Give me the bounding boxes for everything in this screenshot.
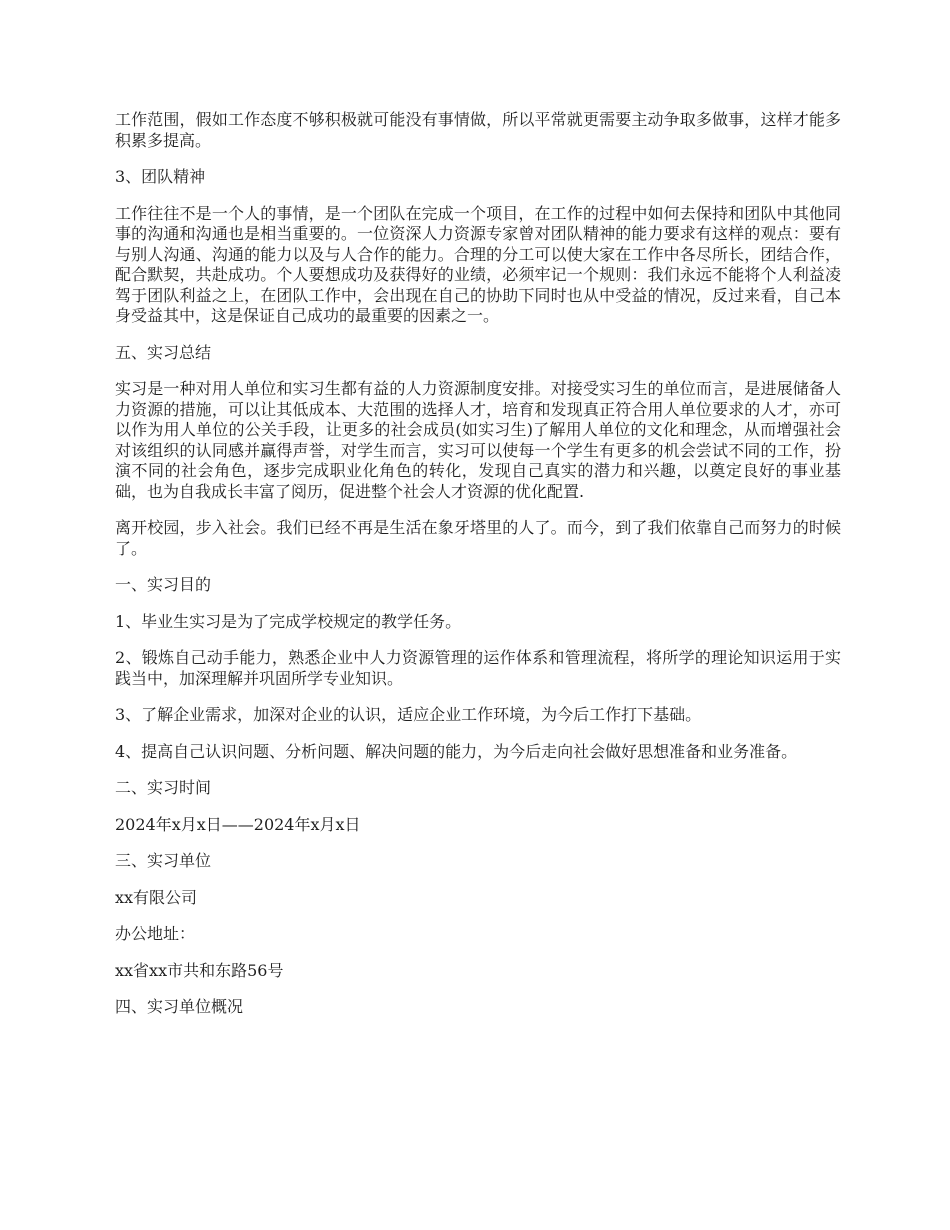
heading-unit-overview: 四、实习单位概况 bbox=[115, 997, 244, 1016]
purpose-item-1: 1、毕业生实习是为了完成学校规定的教学任务。 bbox=[115, 611, 462, 631]
purpose-item-2: 2、锻炼自己动手能力，熟悉企业中人力资源管理的运作体系和管理流程，将所学的理论知识运用于实践当中，加深理解并巩固所学专业知识。 bbox=[115, 648, 841, 688]
heading-internship-unit: 三、实习单位 bbox=[115, 851, 212, 870]
internship-time-range: 2024年x月x日——2024年x月x日 bbox=[115, 814, 361, 834]
company-name: xx有限公司 bbox=[115, 887, 198, 907]
office-address-label: 办公地址： bbox=[115, 924, 196, 943]
purpose-item-4: 4、提高自己认识问题、分析问题、解决问题的能力，为今后走向社会做好思想准备和业务准备。 bbox=[115, 741, 798, 761]
heading-team-spirit: 3、团队精神 bbox=[115, 167, 206, 186]
paragraph-leaving-campus: 离开校园，步入社会。我们已经不再是生活在象牙塔里的人了。而今，到了我们依靠自己而努力的时候了。 bbox=[115, 518, 841, 558]
office-address: xx省xx市共和东路56号 bbox=[115, 960, 284, 980]
paragraph-internship-summary: 实习是一种对用人单位和实习生都有益的人力资源制度安排。对接受实习生的单位而言，是进展储备人力资源的措施，可以让其低成本、大范围的选择人才，培育和发现真正符合用人单位要求的人才，亦可以作为用人单位的公关手段，让更多的社会成员(如实习生)了解用人单位的文化和理念，从而增强社会对该组织的认同感并赢得声誉，对学生而言，实习可以使每一个学生有更多的机会尝试不同的工作，扮演不同的社会角色，逐步完成职业化角色的转化，发现自己真实的潜力和兴趣，以奠定良好的事业基础，也为自我成长丰富了阅历，促进整个社会人才资源的优化配置. bbox=[115, 379, 841, 501]
heading-internship-time: 二、实习时间 bbox=[115, 778, 212, 797]
heading-internship-purpose: 一、实习目的 bbox=[115, 575, 212, 594]
heading-internship-summary: 五、实习总结 bbox=[115, 342, 212, 362]
paragraph-work-scope: 工作范围，假如工作态度不够积极就可能没有事情做，所以平常就更需要主动争取多做事，这样才能多积累多提高。 bbox=[115, 110, 841, 150]
paragraph-team-spirit: 工作往往不是一个人的事情，是一个团队在完成一个项目，在工作的过程中如何去保持和团队中其他同事的沟通和沟通也是相当重要的。一位资深人力资源专家曾对团队精神的能力要求有这样的观点：要有与别人沟通、沟通的能力以及与人合作的能力。合理的分工可以使大家在工作中各尽所长，团结合作，配合默契，共赴成功。个人要想成功及获得好的业绩，必须牢记一个规则：我们永远不能将个人利益凌驾于团队利益之上，在团队工作中，会出现在自己的协助下同时也从中受益的情况，反过来看，自己本身受益其中，这是保证自己成功的最重要的因素之一。 bbox=[115, 203, 841, 325]
document-body bbox=[115, 110, 841, 1034]
purpose-item-3: 3、了解企业需求，加深对企业的认识，适应企业工作环境，为今后工作打下基础。 bbox=[115, 705, 702, 724]
